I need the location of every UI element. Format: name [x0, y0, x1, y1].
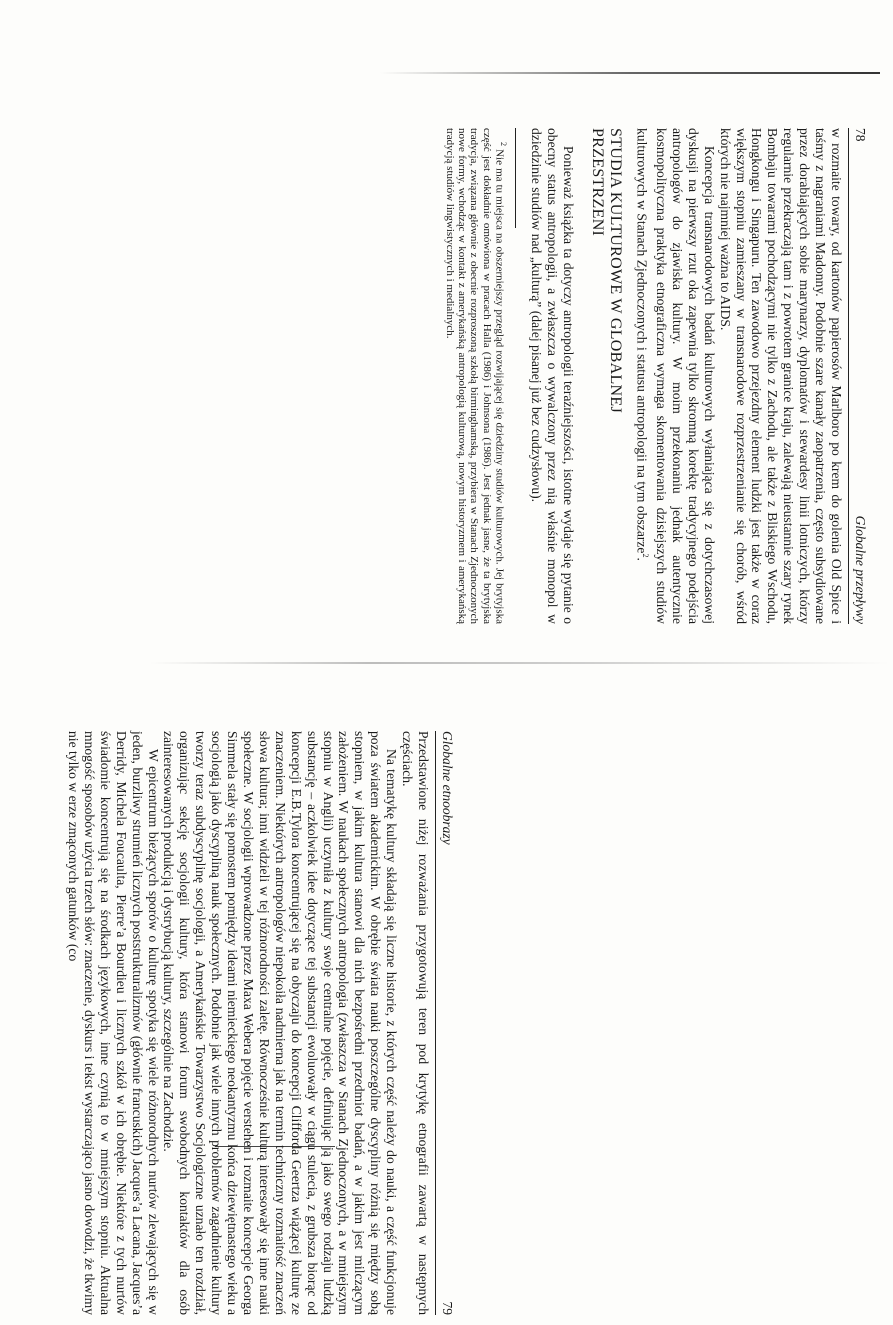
section-body: [528, 128, 576, 624]
body-text: [65, 731, 431, 1315]
right-page: [66, 725, 455, 1325]
running-title: Globalne etnoobrazy: [440, 731, 455, 845]
paragraph: Przedstawione niżej rozważania przygotowują teren pod krytykę etnografii zawartą w następnych częściach.: [400, 731, 431, 1315]
paragraph: Koncepcja transnarodowych badań kulturowych wyłaniająca się z dotychczasowej dyskusji na pierwszy rzut oka zapewnia tylko skromną korektę tradycyjnego podejścia antropologów do zjawiska kultury. W moim przekonaniu jednak autentycznie kosmopolityczna praktyka etnograficzna wymaga skomentowania dzisiejszych studiów kulturowych w Stanach Zjednoczonych i statusu antropologii na tym obszarze$^2$.: [634, 128, 717, 624]
footnote-divider: [515, 128, 516, 228]
page-number: 78: [853, 128, 868, 142]
paragraph: w rozmaite towary, od kartonów papierosów Marlboro po krem do golenia Old Spice i taśmy z nagraniami Madonny. Podobnie szare kanały zaopatrzenia, często subsydiowane przez dorabiających sobie marynarzy, dyplomatów i stewardesy linii lotniczych, którzy regularnie przekraczają tam i z powrotem granice kraju, zalewają nieustannie szary rynek Bombaju towarami pochodzącymi nie tylko z Zachodu, ale także z Bliskiego Wschodu, Hongkongu i Singapuru. Ten zawodowo przejezdny element ludzki jest także w coraz większym stopniu zamieszany w transnarodowe rozprzestrzenianie się chorób, wśród których nie najmniej ważna to AIDS.: [717, 128, 844, 624]
running-header: [435, 731, 455, 1315]
footnote-reference: 2: [641, 553, 651, 558]
paragraph: Na tematykę kultury składają się liczne historie, z których część należy do nauki, a część funkcjonuje poza światem akademickim. W obrębie świata nauki poszczególne dyscypliny różnią się między sobą stopniem, w jakim kultura stanowi dla nich bezpośredni przedmiot badań, a w jakim jest milczącym założeniem. W naukach społecznych antropologia (zwłaszcza w Stanach Zjednoczonych, a w mniejszym stopniu w Anglii) uczyniła z kultury swoje centralne pojęcie, definiując ją jako swego rodzaju ludzką substancję – aczkolwiek idee dotyczące tej substancji ewoluowały w ciągu stulecia, z grubsza biorąc od koncepcji E.B.Tylora koncentrującej się na obyczaju do koncepcji Clifforda Geertza wiążącej kulturę ze znaczeniem. Niektórych antropologów niepokoiła nadmierna jak na termin techniczny rozmaitość znaczeń słowa kultura; inni widzieli w tej różnorodności zaletę. Równocześnie kulturą interesowały się inne nauki społeczne. W socjologii wprowadzone przez Maxa Webera pojęcie verstehen i rozmaite koncepcje Georga Simmela stały się pomostem pomiędzy ideami niemieckiego neokantyzmu końca dziewiętnastego wieku a socjologią jako dyscypliną nauk społecznych. Podobnie jak wiele innych problemów zagadnienie kultury tworzy teraz subdyscyplinę socjologii, a Amerykańskie Towarzystwo Socjologiczne uznało ten rozdział, organizując sekcję socjologii kultury, która stanowi forum swobodnych kontaktów dla osób zainteresowanych produkcją i dystrybucją kultury, szczególnie na Zachodzie.: [161, 731, 400, 1315]
left-page: [443, 118, 868, 638]
section-heading: STUDIA KULTUROWE W GLOBALNEJ PRZESTRZENI: [588, 128, 624, 413]
running-header: [848, 128, 868, 624]
spine-shadow: [150, 662, 890, 664]
page-number: 79: [440, 1301, 455, 1315]
running-title: Globalne przepływy: [853, 515, 868, 624]
scan-edge-mark: [380, 72, 880, 74]
body-text: [634, 128, 844, 624]
footnote: $^2$ Nie ma tu miejsca na obszerniejszy przegląd rozwijającej się dziedziny studiów kulturowych. Jej brytyjska część jest dokładnie omówiona w pracach Halla (1986) i Johnsona (1986). Jest jednak jasne, że ta brytyjska tradycja, związana głównie z obecnie rozproszoną szkołą birminghamską, przybiera w Stanach Zjednoczonych nowe formy, wchodząc w kontakt z amerykańską antropologią kulturową, nowym historyzmem i amerykańską tradycją studiów lingwistycznych i medialnych.: [443, 128, 508, 625]
paragraph: W epicentrum bieżących sporów o kulturę spotyka się wiele różnorodnych nurtów zlewających się w jeden, burzliwy strumień licznych poststrukturalizmów (głównie francuskich) Jacques’a Lacana, Jacques’a Derridy, Michela Foucaulta, Pierre’a Bourdieu i licznych szkół w ich obrębie. Niektóre z tych nurtów świadomie koncentrują się na środkach językowych, inne czynią to w mniejszym stopniu. Aktualna mnogość sposobów użycia trzech słów: znaczenie, dyskurs i tekst wystarczająco jasno dowodzi, że tkwimy nie tylko w erze zmąconych gatunków (co: [66, 731, 161, 1315]
paragraph: Ponieważ książka ta dotyczy antropologii teraźniejszości, istotne wydaje się pytanie o obecny status antropologii, a zwłaszcza o wywalczony przez nią właśnie monopol w dziedzinie studiów nad „kulturą” (dalej pisanej już bez cudzysłowu).: [528, 128, 576, 624]
